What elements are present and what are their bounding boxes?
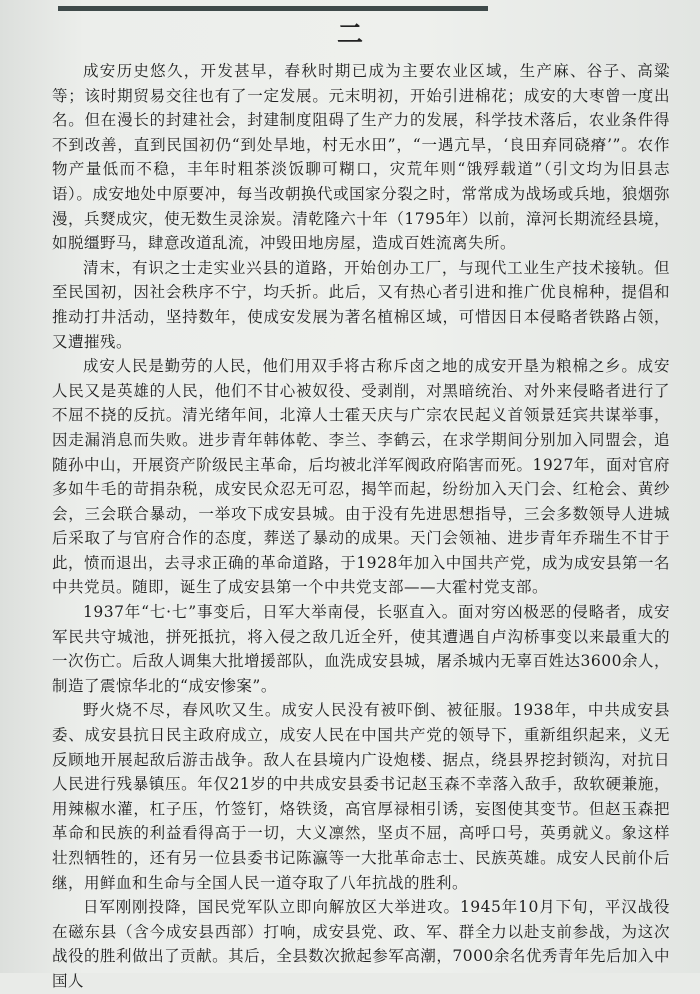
paragraph: 成安历史悠久，开发甚早，春秋时期已成为主要农业区域，生产麻、谷子、高粱等；该时期贸易交往也有了一定发展。元末明初，开始引进棉花；成安的大枣曾一度出名。但在漫长的封建社会，封建制度阻碍了生产力的发展，科学技术落后，农业条件得不到改善，直到民国初仍“到处旱地，村无水田”，“一遇亢旱，‘良田弃同硗瘠’”。农作物产量低而不稳，丰年时粗茶淡饭聊可糊口，灾荒年则“饿殍载道”（引文均为旧县志语）。成安地处中原要冲，每当改朝换代或国家分裂之时，常常成为战场或兵地，狼烟弥漫，兵燹成灾，使无数生灵涂炭。清乾隆六十年（1795年）以前，漳河长期流经县境，如脱缰野马，肆意改道乱流，冲毁田地房屋，造成百姓流离失所。	[52, 62, 670, 253]
top-rule	[58, 6, 488, 11]
paragraph: 1937年“七·七”事变后，日军大举南侵，长驱直入。面对穷凶极恶的侵略者，成安军民共守城池，拼死抵抗，将入侵之敌几近全歼，使其遭遇自卢沟桥事变以来最重大的一次伤亡。后敌人调集大批增援部队，血洗成安县城，屠杀城内无辜百姓达3600余人，制造了震惊华北的“成安惨案”。	[52, 603, 670, 695]
body-text	[52, 59, 670, 994]
paragraph: 成安人民是勤劳的人民，他们用双手将古称斥卤之地的成安开垦为粮棉之乡。成安人民又是英雄的人民，他们不甘心被奴役、受剥削，对黑暗统治、对外来侵略者进行了不屈不挠的反抗。清光绪年间，北漳人士霍天庆与广宗农民起义首领景廷宾共谋举事，因走漏消息而失败。进步青年韩体乾、李兰、李鹤云，在求学期间分别加入同盟会，追随孙中山，开展资产阶级民主革命，后均被北洋军阀政府陷害而死。1927年，面对官府多如牛毛的苛捐杂税，成安民众忍无可忍，揭竿而起，纷纷加入天门会、红枪会、黄纱会，三会联合暴动，一举攻下成安县城。由于没有先进思想指导，三会多数领导人进城后采取了与官府合作的态度，葬送了暴动的成果。天门会领袖、进步青年乔瑞生不甘于此，愤而退出，去寻求正确的革命道路，于1928年加入中国共产党，成为成安县第一名中共党员。随即，诞生了成安县第一个中共党支部——大霍村党支部。	[52, 357, 670, 597]
paragraph: 日军刚刚投降，国民党军队立即向解放区大举进攻。1945年10月下旬，平汉战役在磁东县（含今成安县西部）打响，成安县党、政、军、群全力以赴支前参战，为这次战役的胜利做出了贡献。其后，全县数次掀起参军高潮，7000余名优秀青年先后加入中国人	[52, 898, 670, 990]
section-heading: 二	[336, 20, 363, 50]
paragraph: 清末，有识之士走实业兴县的道路，开始创办工厂，与现代工业生产技术接轨。但至民国初，因社会秩序不宁，均夭折。此后，又有热心者引进和推广优良棉种，提倡和推动打井活动，坚持数年，使成安发展为著名植棉区域，可惜因日本侵略者铁路占领，又遭摧残。	[52, 258, 670, 351]
paragraph: 野火烧不尽，春风吹又生。成安人民没有被吓倒、被征服。1938年，中共成安县委、成安县抗日民主政府成立，成安人民在中国共产党的领导下，重新组织起来，义无反顾地开展起敌后游击战争。敌人在县境内广设炮楼、据点，绕县界挖封锁沟，对抗日人民进行残暴镇压。年仅21岁的中共成安县委书记赵玉森不幸落入敌手，敌软硬兼施，用辣椒水灌，杠子压，竹签钉，烙铁烫，高官厚禄相引诱，妄图使其变节。但赵玉森把革命和民族的利益看得高于一切，大义凛然，坚贞不屈，高呼口号，英勇就义。象这样壮烈牺牲的，还有另一位县委书记陈瀛等一大批革命志士、民族英雄。成安人民前仆后继，用鲜血和生命与全国人民一道夺取了八年抗战的胜利。	[52, 701, 670, 892]
